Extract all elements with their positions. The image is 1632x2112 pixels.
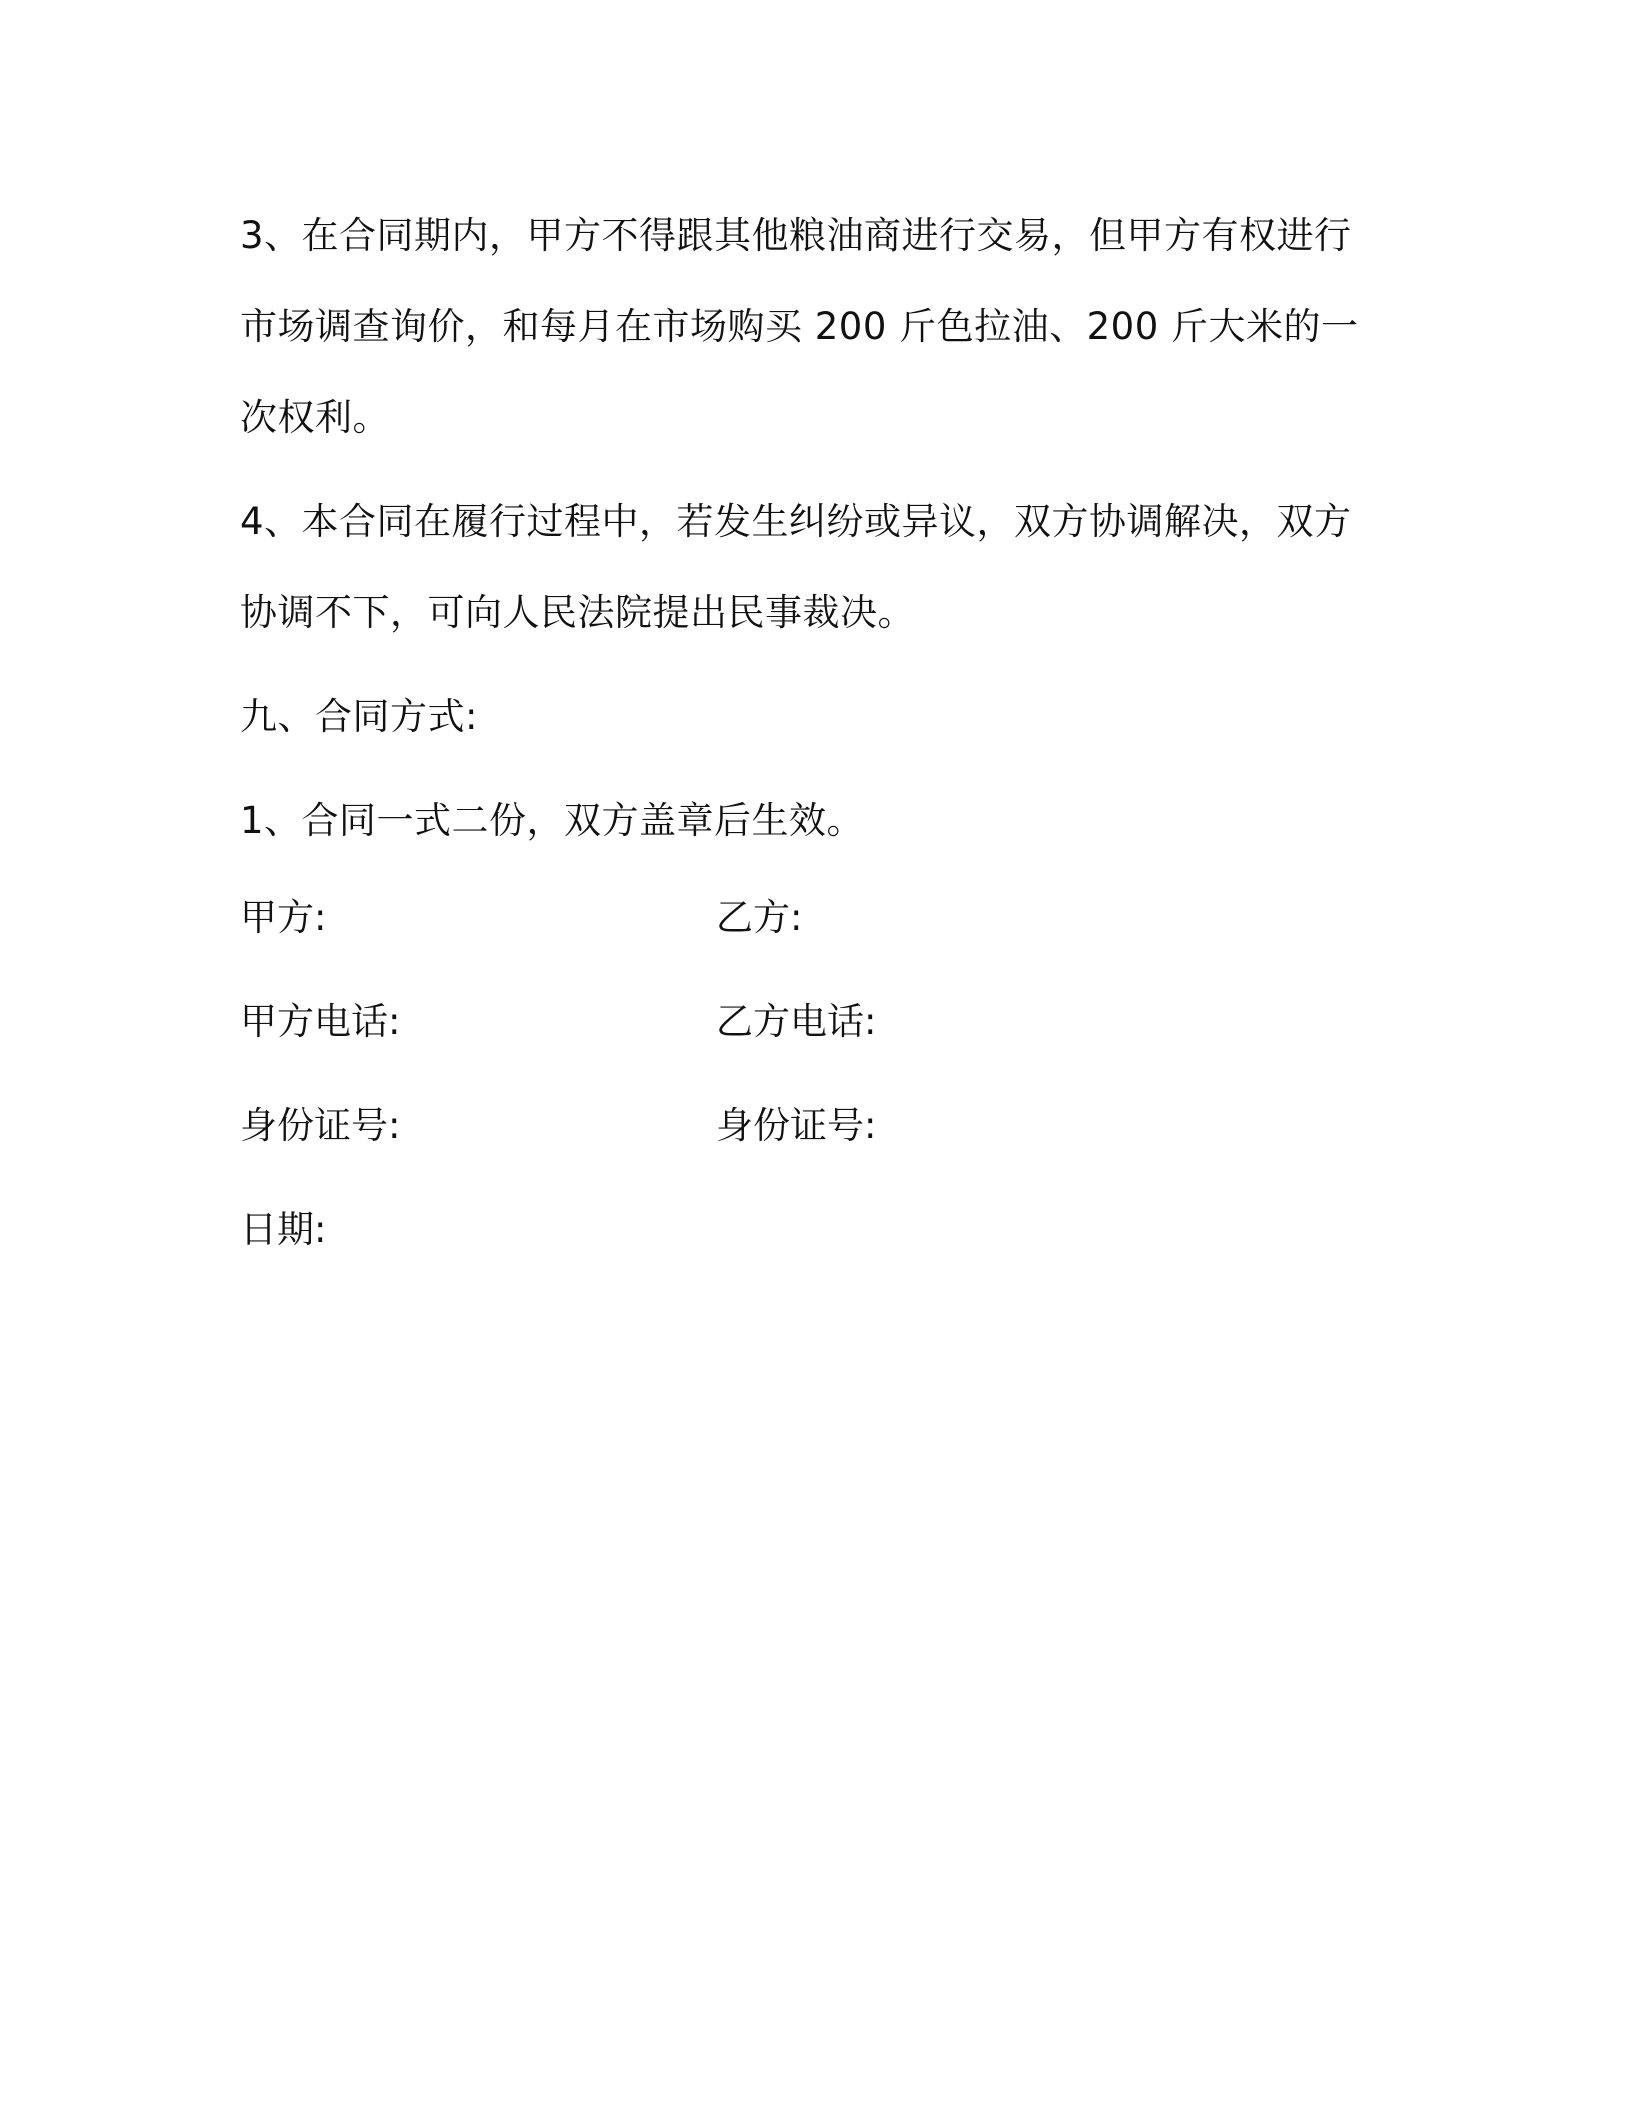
clause-copies: 1、合同一式二份，双方盖章后生效。 [240,799,865,842]
signature-row-phone [240,970,1380,1074]
signature-row-id [240,1074,1380,1178]
party-a-phone-label: 甲方电话: [240,1000,401,1043]
date-label: 日期: [240,1208,327,1251]
party-a-label: 甲方: [240,896,327,939]
signature-row-date [240,1178,1380,1282]
party-b-phone-label: 乙方电话: [716,1000,877,1043]
clause-4: 4、本合同在履行过程中，若发生纠纷或异议，双方协调解决，双方协调不下，可向人民法院提出民事裁决。 [240,500,1352,634]
party-a-id-label: 身份证号: [240,1104,401,1147]
party-b-id-label: 身份证号: [716,1104,877,1147]
party-b-label: 乙方: [716,896,803,939]
signature-row-party [240,866,1380,970]
section-heading-contract-form: 九、合同方式: [240,695,478,738]
clause-3: 3、在合同期内，甲方不得跟其他粮油商进行交易，但甲方有权进行市场调查询价，和每月在市场购买 200 斤色拉油、200 斤大米的一次权利。 [240,214,1359,439]
document-body [240,190,1380,1282]
